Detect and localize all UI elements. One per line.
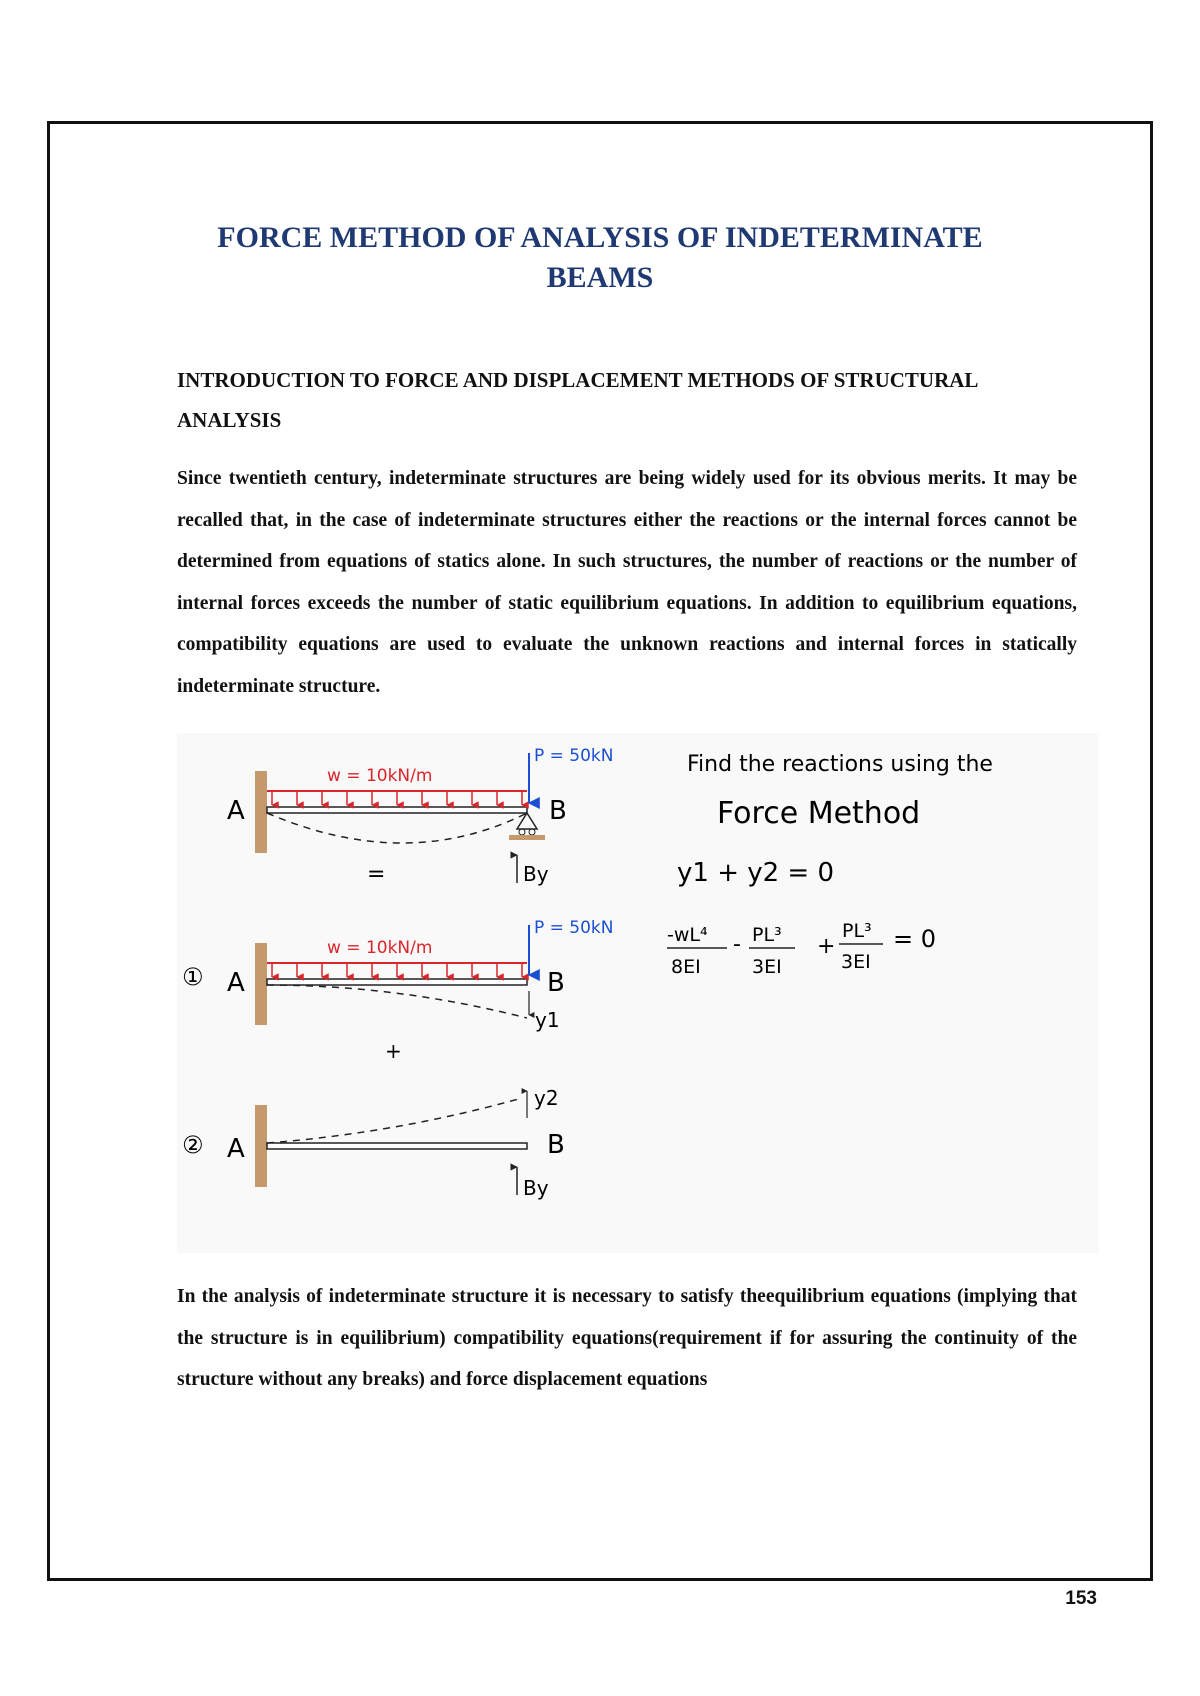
roller-support-b (517, 813, 537, 829)
label-b-1: B (549, 796, 567, 826)
eq-result: = 0 (893, 925, 937, 953)
reaction-label-1: By (523, 862, 549, 886)
deflected-shape-1 (267, 813, 527, 843)
label-b-2: B (547, 968, 565, 998)
page-title (0, 218, 1200, 298)
eq-term2-num: PL³ (752, 924, 782, 946)
wall-a-1 (255, 771, 267, 853)
reaction-label-3: By (523, 1176, 549, 1200)
eq-term1-num: -wL⁴ (667, 924, 708, 946)
beam-2 (267, 979, 527, 985)
title-line-2: BEAMS (546, 261, 654, 294)
label-a-2: A (227, 968, 245, 998)
wall-a-3 (255, 1105, 267, 1187)
eq-minus: - (733, 932, 741, 957)
point-load-label-2: P = 50kN (534, 918, 614, 938)
case-1-marker: ① (182, 963, 204, 991)
roller-wheel-left (519, 829, 525, 835)
deflection-label-1: y1 (535, 1008, 560, 1032)
compatibility-equation: y1 + y2 = 0 (677, 858, 835, 888)
roller-ground (509, 835, 545, 840)
roller-wheel-right (529, 829, 535, 835)
plus-sign: + (385, 1039, 402, 1063)
note-line-2: Force Method (717, 796, 921, 831)
label-b-3: B (547, 1130, 565, 1160)
label-a-1: A (227, 796, 245, 826)
beam-figure-svg (177, 733, 1099, 1253)
eq-term3-num: PL³ (842, 920, 872, 942)
case-2-marker: ② (182, 1131, 204, 1159)
heading-line-1: INTRODUCTION TO FORCE AND DISPLACEMENT METHODS OF STRUCTURAL (177, 368, 979, 392)
beam-figure (177, 733, 1099, 1253)
eq-plus: + (817, 934, 836, 959)
wall-a-2 (255, 943, 267, 1025)
eq-term3-den: 3EI (841, 951, 871, 973)
eq-term2-den: 3EI (752, 956, 782, 978)
intro-paragraph: Since twentieth century, indeterminate structures are being widely used for its obvious merits. It may be recalled that, in the case of indeterminate structures either the reactions or the internal forces cannot be determined from equations of statics alone. In such structures, the number of reactions or the number of internal forces exceeds the number of static equilibrium equations. In addition to equilibrium equations, compatibility equations are used to evaluate the unknown reactions and internal forces in statically indeterminate structure. (177, 468, 1077, 697)
udl-arrows-2 (272, 963, 522, 977)
deflected-shape-3 (267, 1098, 522, 1143)
beam-1 (267, 807, 527, 813)
deflection-label-2: y2 (534, 1086, 559, 1110)
udl-label-1: w = 10kN/m (327, 766, 433, 786)
section-heading (177, 360, 1077, 440)
udl-arrows-1 (272, 791, 522, 805)
deflected-shape-2 (267, 985, 527, 1018)
title-line-1: FORCE METHOD OF ANALYSIS OF INDETERMINATE (217, 221, 983, 254)
analysis-paragraph: In the analysis of indeterminate structure it is necessary to satisfy theequilibrium equations (implying that the structure is in equilibrium) compatibility equations(requirement if for assuring the continuity of the structure without any breaks) and force displacement equations (177, 1286, 1077, 1390)
heading-line-2: ANALYSIS (177, 408, 282, 432)
udl-label-2: w = 10kN/m (327, 938, 433, 958)
equals-sign: = (367, 862, 386, 887)
note-line-1: Find the reactions using the (687, 752, 993, 777)
point-load-label-1: P = 50kN (534, 746, 614, 766)
label-a-3: A (227, 1134, 245, 1164)
eq-term1-den: 8EI (671, 956, 701, 978)
beam-3 (267, 1143, 527, 1149)
page-number: 153 (1065, 1588, 1097, 1609)
